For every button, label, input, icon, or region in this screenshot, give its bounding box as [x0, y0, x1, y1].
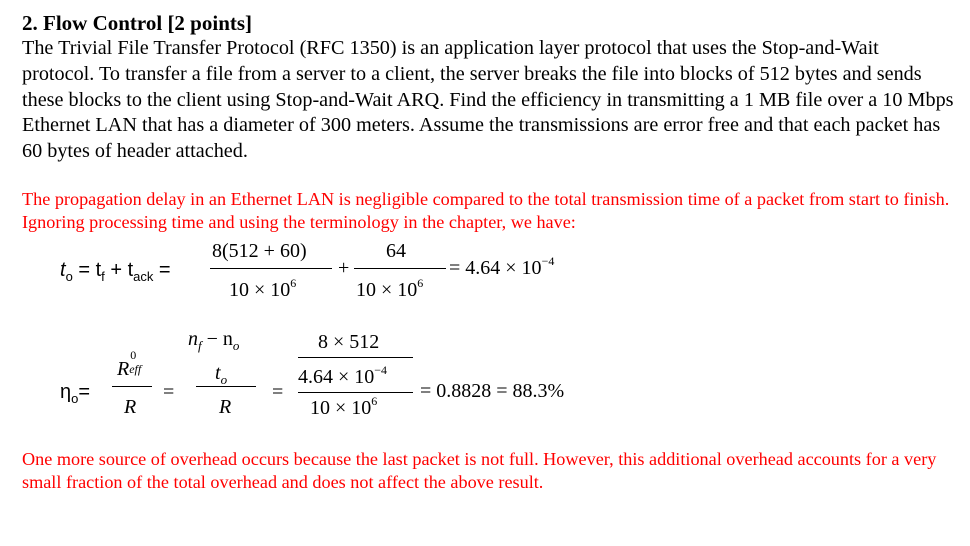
- eq2-t-numerator: $t_o$: [215, 362, 228, 387]
- eq2-lhs: $\eta_o=$: [60, 381, 91, 406]
- eq2-payload-expression: 8 × 512: [318, 331, 380, 353]
- eq2-ratio-numerator: R 0 eff: [117, 348, 142, 380]
- solution-note: One more source of overhead occurs because the last packet is not full. However, this additional overhead accounts for a very small fraction of the total overhead and does not affect the above result.: [22, 449, 937, 492]
- eq1-frac2-numerator: 64: [386, 240, 406, 262]
- problem-heading: 2. Flow Control [2 points]: [22, 11, 253, 35]
- solution-intro: The propagation delay in an Ethernet LAN is negligible compared to the total transmission time of a packet from start to finish. Ignoring processing time and using the terminology in the chapter, we have:: [22, 189, 950, 232]
- eq1-result: = $4.64 \times 10^{-4}$: [449, 254, 555, 279]
- eq2-equals-b: =: [163, 381, 175, 403]
- eq2-ratio-bar: [112, 386, 152, 387]
- eq1-lhs: $t_o = t_f + t_{ack}$ =: [60, 259, 171, 284]
- eq2-value-denominator: $10 \times 10^6$: [310, 394, 378, 419]
- eq2-top-bar: [298, 357, 413, 358]
- eq2-ratio-denominator: R: [124, 396, 137, 418]
- eq2-t-bar: [196, 386, 256, 387]
- eq1-frac1-denominator: $10 \times 10^6$: [229, 276, 297, 301]
- eq1-frac1-bar: [210, 268, 332, 269]
- eq2-result: = 0.8828 = 88.3%: [420, 380, 565, 402]
- eq2-equals-c: =: [272, 381, 284, 403]
- eq2-packet-expression: $n_f - n_o$: [188, 328, 240, 353]
- eq2-t-denominator: R: [219, 396, 232, 418]
- eq1-frac2-denominator: $10 \times 10^6$: [356, 276, 424, 301]
- eq1-frac2-bar: [354, 268, 446, 269]
- problem-statement: The Trivial File Transfer Protocol (RFC 1350) is an application layer protocol that uses the Stop-and-Wait protocol. To transfer a file from a server to a client, the server breaks the file into blocks of 512 bytes and sends these blocks to the client using Stop-and-Wait ARQ. Find the efficiency in transmitting a 1 MB file over a 10 Mbps Ethernet LAN that has a diameter of 300 meters. Assume the transmissions are error free and that each packet has 60 bytes of header attached.: [22, 37, 954, 163]
- eq2-value-numerator: $4.64 \times 10^{-4}$: [298, 363, 388, 388]
- eq1-plus: +: [338, 257, 350, 279]
- eq2-value-bar: [298, 392, 413, 393]
- eq1-frac1-numerator: 8(512 + 60): [212, 240, 307, 262]
